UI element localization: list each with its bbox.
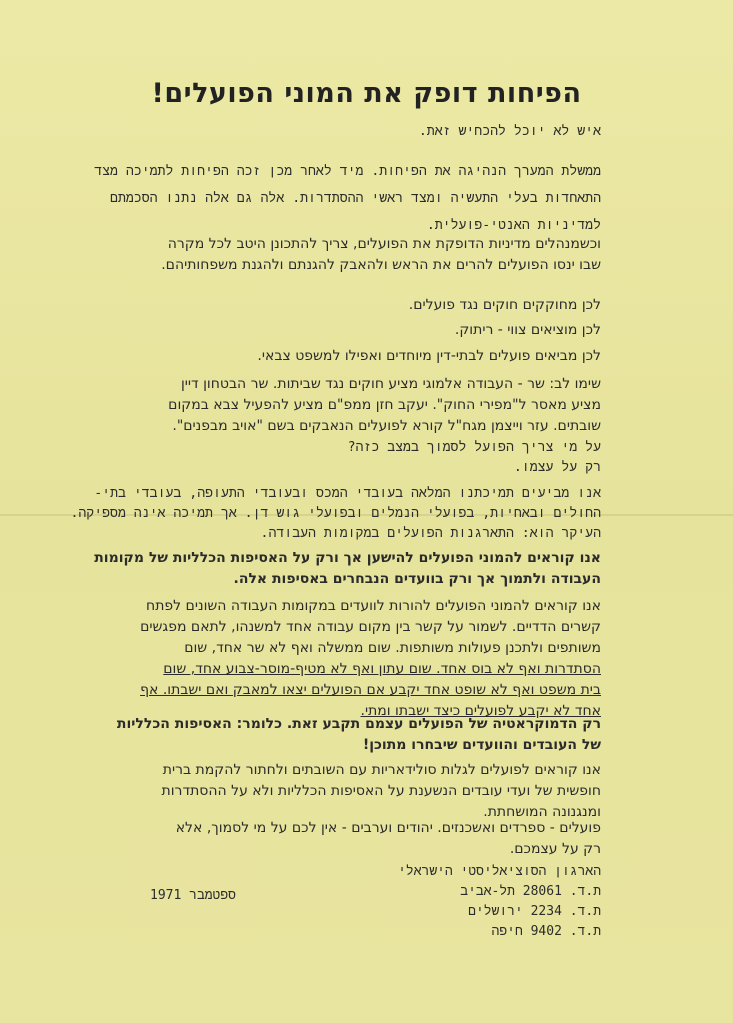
line: לכן מחוקקים חוקים נגד פועלים. (408, 297, 601, 313)
paragraph-8 (41, 438, 601, 478)
publication-date: ספטמבר 1971 (150, 888, 236, 903)
line-underlined: אחד לא יקבע לפועלים כיצד ישבתו ומתי. (360, 703, 601, 719)
address-line: ת.ד. 28061 תל-אביב (460, 884, 601, 900)
page-title: הפיחות דופק את המוני הפועלים! (151, 78, 582, 109)
paragraph-13 (41, 760, 601, 823)
line: משותפים ולתכנן פעולות משותפות. שום ממשלה ואף לא שר אחד, שום (184, 640, 601, 656)
paragraph-14 (41, 818, 601, 860)
line: העבודה ולתמוך אך ורק בוועדים הנבחרים באסיפות אלה. (233, 571, 601, 587)
line: אנו קוראים להמוני הפועלים להישען אך ורק על האסיפות הכלליות של מקומות (94, 550, 601, 566)
organization-name: הארגון הסוציאליסטי הישראלי (398, 864, 601, 879)
paragraph-7 (41, 374, 601, 437)
paragraph-11 (41, 596, 601, 722)
paragraph-9 (41, 484, 601, 543)
line: ממשלת המערך הנהיגה את הפיחות. מיד לאחר מכן זכה הפיחות לתמיכה מצד (94, 164, 601, 179)
line: אנו קוראים לפועלים לגלות סולידאריות עם השובתים ולחתור להקמת ברית (162, 762, 601, 778)
paragraph-5 (41, 320, 601, 341)
line: לכן מביאים פועלים לבתי-דין מיוחדים ואפילו למשפט צבאי. (257, 348, 601, 364)
line: קשרים הדדיים. לשמור על קשר בין מקום עבודה אחד למשנהו, לתאם מפגשים (140, 619, 601, 635)
line: מציע מאסר ל"מפירי החוק". יעקב חזן ממפ"ם מציע להפעיל צבא במקום (168, 397, 601, 413)
line: רק על עצמכם. (509, 841, 601, 857)
paragraph-1 (41, 122, 601, 142)
signature-block (398, 862, 601, 943)
line: לכן מוציאים צווי - ריתוק. (454, 322, 601, 338)
line-underlined: בית משפט ואף לא שופט אחד יקבע אם הפועלים יצאו למאבק ואם ישבתו. אף (140, 682, 601, 698)
line: אנו קוראים להמוני הפועלים להורות לוועדים במקומות העבודה השונים לפתח (146, 598, 601, 614)
line: חופשית של ועדי עובדים הנשענת על האסיפות הכלליות ולא על ההסתדרות (161, 783, 601, 799)
line: שימו לב: שר - העבודה אלמוגי מציע חוקים נגד שביתות. שר הבטחון דיין (180, 376, 601, 392)
line: העיקר הוא: התארגנות הפועלים במקומות העבודה. (260, 525, 601, 541)
line: החולים ובאחיות, בפועלי הנמלים ובפועלי גוש דן. אך תמיכה אינה מספיקה. (70, 505, 601, 521)
line-underlined: הסתדרות ואף לא בוס אחד. שום עתון ואף לא מטיף-מוסר-צבוע אחד, שום (163, 661, 601, 677)
address-line: ת.ד. 2234 ירושלים (468, 904, 601, 920)
line: ומנגנונה המושחתת. (483, 804, 601, 820)
line: פועלים - ספרדים ואשכנזים. יהודים וערבים - אין לכם על מי לסמוך, אלא (175, 820, 601, 836)
paragraph-6 (41, 346, 601, 367)
line: שבו ינסו הפועלים להרים את הראש ולהאבק להגנתם ולהגנת משפחותיהם. (161, 257, 601, 273)
line: איש לא יוכל להכחיש זאת. (418, 124, 601, 139)
line: רק על עצמו. (513, 459, 601, 475)
line: אנו מביעים תמיכתנו המלאה בעובדי המכס ובעובדי התעופה, בעובדי בתי- (94, 486, 601, 501)
paragraph-3 (41, 234, 601, 276)
paragraph-12 (41, 714, 601, 756)
paragraph-10 (41, 548, 601, 590)
line: התאחדות בעלי התעשיה ומצד ראשי ההסתדרות. אלה גם אלה נתנו הסכמתם (110, 191, 601, 207)
paragraph-4 (41, 295, 601, 316)
line: שובתים. עזר וייצמן מגח"ל קורא לפועלים הנאבקים בשם "אויב מבפנים". (172, 418, 601, 434)
line: על מי צריך הפועל לסמוך במצב כזה? (347, 440, 601, 455)
line: וכשמנהלים מדיניות הדופקת את הפועלים, צריך להתכונן היטב לכל מקרה (167, 236, 601, 252)
line: למדיניות האנטי-פועלית. (426, 218, 601, 234)
address-line: ת.ד. 9402 חיפה (491, 924, 601, 940)
line: של העובדים והוועדים שיבחרו מתוכן! (362, 737, 601, 753)
line: רק הדמוקראטיה של הפועלים עצמם תקבע זאת. כלומר: האסיפות הכלליות (116, 716, 601, 732)
paragraph-2 (41, 158, 601, 239)
